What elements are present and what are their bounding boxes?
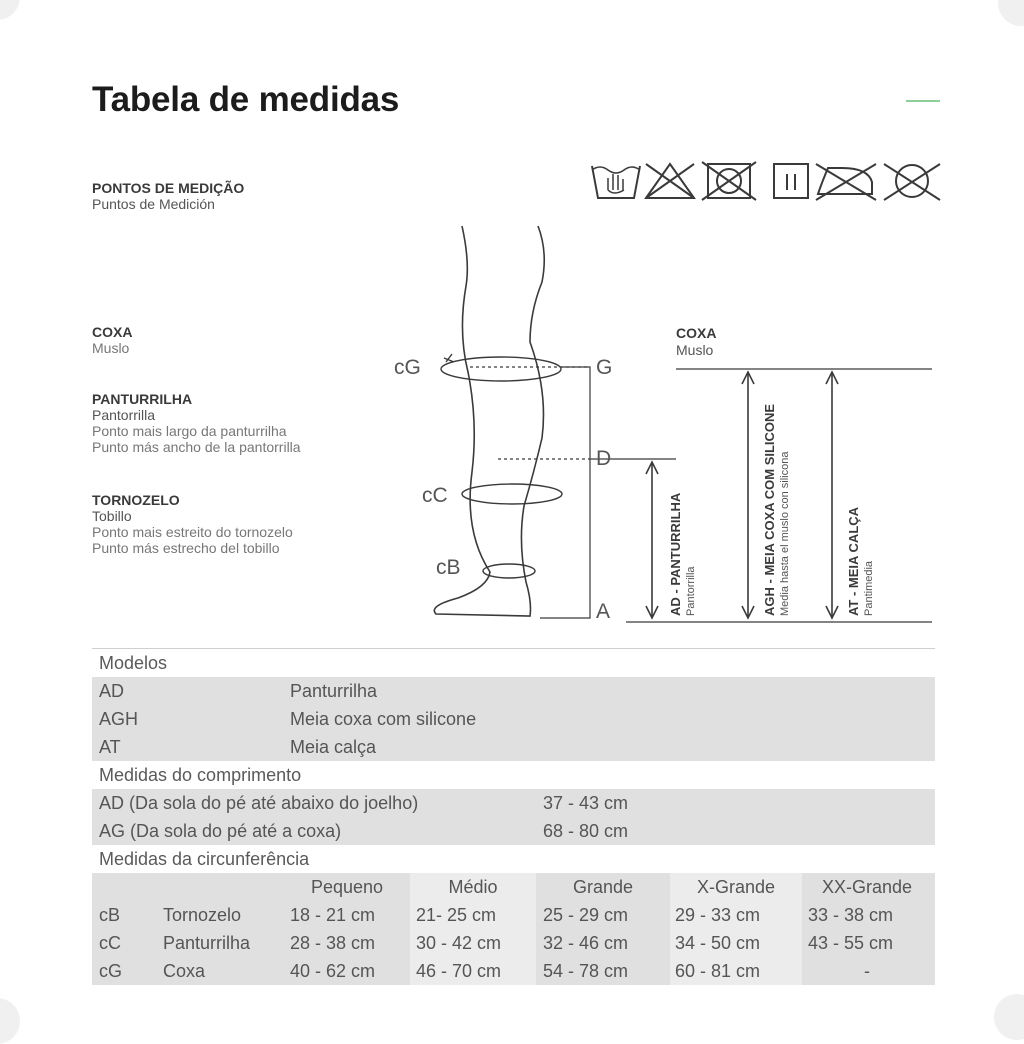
circumference-rings (441, 354, 562, 578)
circ-value: 54 - 78 cm (543, 961, 629, 981)
size-header: Grande (572, 877, 634, 897)
length-value: 68 - 80 cm (543, 821, 629, 841)
corner-decoration (998, 0, 1024, 26)
bar-sublabel-at: Pantimedia (863, 560, 875, 616)
bar-label-at: AT - MEIA CALÇA (846, 506, 861, 616)
circ-value: 30 - 42 cm (416, 933, 502, 953)
hand-wash-icon (592, 166, 640, 198)
size-header: X-Grande (696, 877, 776, 897)
model-code: AGH (99, 709, 139, 729)
circ-value: 21- 25 cm (416, 905, 497, 925)
length-value: 37 - 43 cm (543, 793, 629, 813)
label-sub: Muslo (92, 340, 130, 356)
no-iron-icon (816, 164, 876, 200)
dry-flat-icon (774, 164, 808, 198)
circ-value: 46 - 70 cm (416, 961, 502, 981)
circ-name: Coxa (163, 961, 206, 981)
circ-code: cC (99, 933, 121, 953)
label-sub: Tobillo (92, 508, 132, 524)
label-note: Ponto mais largo da panturrilha (92, 423, 287, 439)
no-dry-clean-icon (884, 164, 940, 200)
models-header: Modelos (99, 653, 168, 673)
length-label: AG (Da sola do pé até a coxa) (99, 821, 342, 841)
label-panturrilha (92, 391, 301, 455)
label-head: TORNOZELO (92, 492, 180, 508)
label-note: Punto más estrecho del tobillo (92, 540, 280, 556)
model-name: Panturrilha (290, 681, 378, 701)
table-row (92, 817, 935, 845)
size-header: Médio (448, 877, 498, 897)
measure-points-subtitle: Puntos de Medición (92, 196, 215, 212)
circ-header: Medidas da circunferência (99, 849, 310, 869)
circ-value: 25 - 29 cm (543, 905, 629, 925)
model-name: Meia calça (290, 737, 377, 757)
circ-value: 29 - 33 cm (675, 905, 761, 925)
size-header: XX-Grande (821, 877, 913, 897)
label-head: COXA (92, 324, 133, 340)
right-label-head: COXA (676, 325, 717, 341)
table-row (92, 733, 935, 761)
bar-label-ad: AD - PANTURRILHA (668, 492, 683, 616)
label-sub: Pantorrilla (92, 407, 156, 423)
circ-value: 28 - 38 cm (290, 933, 376, 953)
corner-decoration (0, 998, 20, 1044)
length-header: Medidas do comprimento (99, 765, 302, 785)
circ-value: 34 - 50 cm (675, 933, 761, 953)
no-tumble-dry-icon (702, 162, 756, 200)
circ-label-cc: cC (422, 484, 448, 507)
circ-value: 33 - 38 cm (808, 905, 894, 925)
bar-label-agh: AGH - MEIA COXA COM SILICONE (762, 403, 777, 616)
page-title: Tabela de medidas (92, 80, 400, 119)
bar-sublabel-ad: Pantorrilla (685, 566, 697, 616)
measure-points-title: PONTOS DE MEDIÇÃO (92, 180, 245, 196)
no-bleach-icon (646, 164, 694, 198)
model-code: AD (99, 681, 125, 701)
point-label-a: A (596, 600, 611, 623)
table-row (92, 677, 935, 705)
circ-code: cG (99, 961, 123, 981)
circ-value: 43 - 55 cm (808, 933, 894, 953)
circ-value: 60 - 81 cm (675, 961, 761, 981)
circ-label-cb: cB (436, 556, 461, 579)
circ-name: Panturrilha (163, 933, 251, 953)
leg-diagram (380, 222, 935, 632)
circ-label-cg: cG (394, 356, 421, 379)
circ-value: 40 - 62 cm (290, 961, 376, 981)
circ-value: - (864, 961, 870, 981)
label-tornozelo (92, 492, 293, 556)
label-head: PANTURRILHA (92, 391, 193, 407)
circumference-grid (92, 873, 935, 985)
model-code: AT (99, 737, 121, 757)
circ-name: Tornozelo (163, 905, 242, 925)
length-label: AD (Da sola do pé até abaixo do joelho) (99, 793, 419, 813)
models-header-row (92, 648, 935, 677)
label-coxa (92, 324, 132, 356)
size-table (92, 648, 935, 985)
size-header: Pequeno (310, 877, 384, 897)
label-note: Ponto mais estreito do tornozelo (92, 524, 293, 540)
length-header-row (92, 761, 935, 789)
circ-header-row (92, 845, 935, 873)
model-name: Meia coxa com silicone (290, 709, 477, 729)
point-label-d: D (596, 447, 612, 470)
corner-decoration (994, 994, 1024, 1040)
circ-value: 18 - 21 cm (290, 905, 376, 925)
measure-points-heading (92, 180, 244, 212)
care-icons (590, 160, 942, 202)
accent-line (906, 100, 940, 102)
corner-decoration (0, 0, 20, 20)
table-row (92, 705, 935, 733)
label-note: Punto más ancho de la pantorrilla (92, 439, 301, 455)
bar-sublabel-agh: Media hasta el muslo con silicona (779, 451, 791, 616)
circ-value: 32 - 46 cm (543, 933, 629, 953)
right-label-sub: Muslo (676, 342, 714, 358)
table-row (92, 789, 935, 817)
point-label-g: G (596, 356, 613, 379)
circ-code: cB (99, 905, 121, 925)
